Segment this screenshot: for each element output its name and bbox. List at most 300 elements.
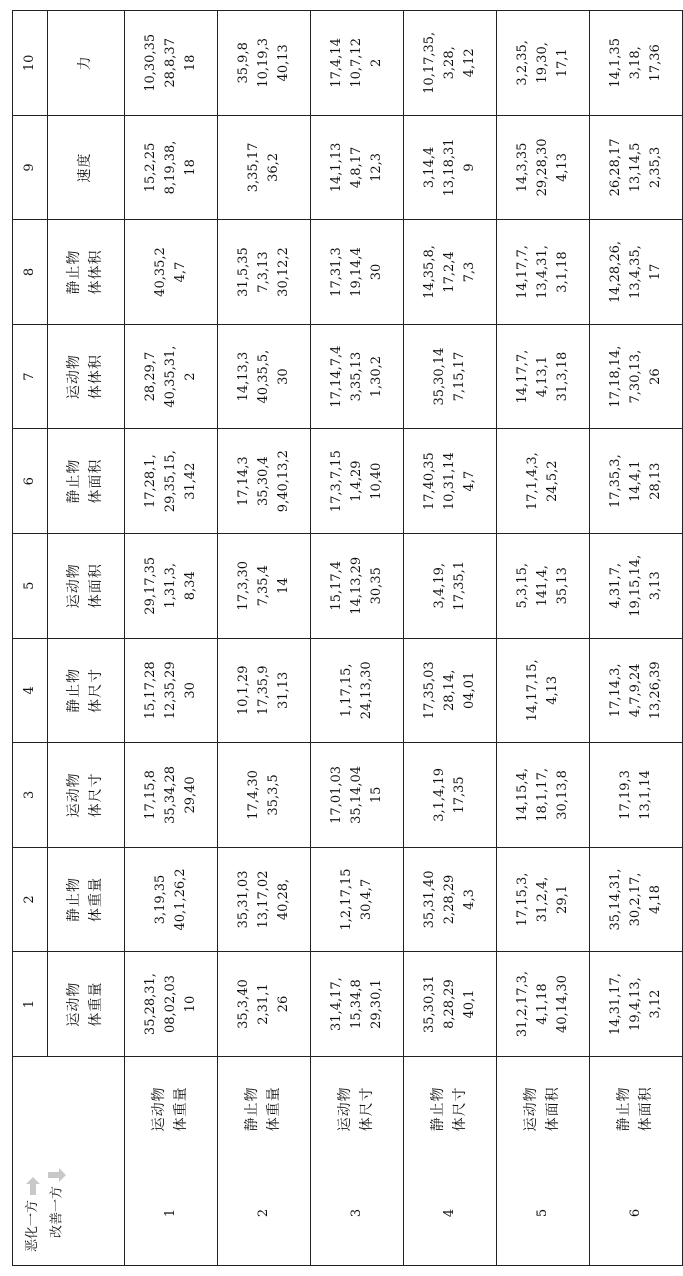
matrix-cell (125, 115, 218, 220)
worsening-label-row (23, 1176, 43, 1252)
principle-numbers: 35,28,31, (142, 973, 158, 1036)
matrix-cell (404, 324, 497, 429)
principle-numbers: 31,2,17,3, (514, 970, 530, 1038)
principle-numbers: 4,8,17 (348, 146, 364, 189)
matrix-cell (590, 638, 683, 743)
matrix-cell (404, 533, 497, 638)
matrix-cell (404, 11, 497, 116)
principle-numbers: 29,35,15, (162, 450, 178, 513)
column-name-line: 运动物 (66, 563, 83, 609)
matrix-cell (590, 11, 683, 116)
principle-numbers: 7,3 (462, 261, 478, 283)
principle-numbers: 7,30,13, (627, 349, 643, 404)
principle-numbers: 28,13 (648, 462, 664, 500)
principle-numbers: 17,4,30 (245, 770, 261, 820)
principle-numbers: 35,14,31, (607, 868, 623, 931)
principle-numbers: 2,31,1 (255, 983, 271, 1025)
principle-numbers: 7,35,4 (255, 565, 271, 607)
principle-numbers: 17,2,4 (441, 251, 457, 293)
matrix-cell (125, 743, 218, 848)
principle-numbers: 14,3,35 (514, 142, 530, 193)
principle-numbers: 35,30,4 (255, 456, 271, 506)
principle-numbers: 10,19,3 (255, 38, 271, 88)
matrix-cell (125, 533, 218, 638)
principle-numbers: 40,1,26,2 (173, 868, 188, 931)
column-name-line: 体尺寸 (88, 667, 104, 713)
principle-numbers: 29,40 (183, 776, 199, 814)
matrix-cell (218, 847, 311, 952)
column-name-line: 运动物 (66, 354, 83, 400)
principle-numbers: 3,2,35, (514, 40, 530, 86)
principle-numbers: 29,1 (555, 885, 571, 914)
principle-numbers: 31,5,35 (235, 247, 251, 297)
principle-numbers: 31,3,18 (555, 351, 571, 402)
principle-numbers: 40,1 (462, 989, 478, 1019)
principle-numbers: 30 (183, 682, 199, 699)
matrix-cell (125, 847, 218, 952)
principle-numbers: 30,13,8 (555, 770, 571, 820)
principle-numbers: 4,3 (462, 889, 478, 910)
column-number: 4 (13, 638, 48, 743)
matrix-row (404, 11, 497, 1266)
arrow-right-icon (26, 1176, 40, 1196)
principle-numbers: 19,4,13, (627, 977, 643, 1031)
row-name-line: 静止物 (244, 1086, 261, 1132)
matrix-cell (311, 638, 404, 743)
principle-numbers: 4,18 (648, 885, 664, 914)
principle-numbers: 4,7,9,24 (627, 663, 643, 718)
row-name-line: 静止物 (430, 1086, 447, 1132)
principle-numbers: 9 (462, 163, 478, 172)
principle-numbers: 40,35,2 (152, 247, 168, 297)
principle-numbers: 10,7,12 (348, 38, 364, 88)
matrix-cell (497, 847, 590, 952)
matrix-cell (311, 11, 404, 116)
principle-numbers: 35,14,04 (348, 765, 364, 824)
matrix-cell (590, 847, 683, 952)
matrix-cell (497, 11, 590, 116)
matrix-cell (590, 533, 683, 638)
principle-numbers: 3,35,13 (348, 351, 364, 402)
principle-numbers: 17,1,4,3, (524, 452, 540, 511)
matrix-cell (590, 429, 683, 534)
header-number-row (13, 11, 48, 1266)
principle-numbers: 17,15,3, (514, 872, 530, 927)
matrix-cell (497, 952, 590, 1057)
principle-numbers: 17,35,1 (452, 560, 467, 611)
column-name (48, 847, 125, 952)
principle-numbers: 17,1 (555, 48, 571, 78)
principle-numbers: 14,28,26, (607, 241, 623, 304)
principle-numbers: 26 (648, 368, 664, 385)
column-name-line: 体体积 (88, 354, 104, 400)
principle-numbers: 7,15,17 (452, 351, 467, 402)
principle-numbers: 26,28,17 (607, 138, 623, 197)
principle-numbers: 15,34,8 (348, 979, 364, 1029)
matrix-cell (311, 952, 404, 1057)
matrix-row (497, 11, 590, 1266)
principle-numbers: 12,35,29 (162, 661, 178, 720)
principle-numbers: 17,31,3 (328, 247, 344, 297)
principle-numbers: 28,14, (441, 669, 457, 711)
principle-numbers: 30,2,17, (627, 872, 643, 927)
matrix-cell (590, 952, 683, 1057)
matrix-cell (218, 11, 311, 116)
principle-numbers: 1,17,15, (338, 663, 354, 718)
row-number: 5 (497, 1161, 590, 1266)
row-name-line: 运动物 (151, 1086, 168, 1132)
principle-numbers: 10,17,35, (421, 31, 437, 94)
principle-numbers: 4,13 (545, 675, 560, 705)
matrix-cell (590, 743, 683, 848)
matrix-row (218, 11, 311, 1266)
principle-numbers: 17,35,3, (607, 454, 623, 509)
matrix-cell (497, 324, 590, 429)
principle-numbers: 29,17,35 (142, 556, 158, 615)
principle-numbers: 17,35,9 (255, 665, 271, 716)
principle-numbers: 17,18,14, (607, 345, 623, 408)
matrix-row (311, 11, 404, 1266)
principle-numbers: 31,2,4, (534, 876, 550, 923)
principle-numbers: 1,31,3, (162, 563, 178, 609)
row-name-line: 体面积 (638, 1086, 654, 1132)
principle-numbers: 36,2 (266, 152, 281, 182)
principle-numbers: 35,3,5 (266, 774, 281, 816)
principle-numbers: 35,31,03 (235, 870, 251, 929)
principle-numbers: 15,17,28 (142, 661, 158, 720)
principle-numbers: 08,02,03 (162, 975, 178, 1033)
row-name (404, 1056, 497, 1161)
principle-numbers: 17,40,35 (421, 452, 437, 511)
row-name-line: 静止物 (616, 1086, 633, 1132)
matrix-cell (218, 324, 311, 429)
row-name-line: 体尺寸 (359, 1086, 375, 1132)
principle-numbers: 31,13 (276, 671, 292, 709)
matrix-cell (497, 115, 590, 220)
column-name (48, 11, 125, 116)
principle-numbers: 14,17,7, (514, 245, 530, 299)
column-number: 2 (13, 847, 48, 952)
principle-numbers: 30,35 (369, 567, 385, 605)
matrix-cell (125, 638, 218, 743)
matrix-cell (218, 533, 311, 638)
column-name-line: 速度 (77, 152, 94, 183)
principle-numbers: 17,14,3 (235, 456, 251, 506)
principle-numbers: 4,12 (462, 48, 478, 78)
column-name (48, 533, 125, 638)
matrix-row (125, 11, 218, 1266)
row-name-line: 运动物 (337, 1086, 354, 1132)
principle-numbers: 17,3,30 (235, 560, 251, 611)
column-number: 1 (13, 952, 48, 1057)
principle-numbers: 18 (183, 159, 199, 176)
principle-numbers: 14,15,4, (514, 768, 530, 822)
corner-box (15, 1060, 122, 1262)
row-number: 6 (590, 1161, 683, 1266)
column-number: 3 (13, 743, 48, 848)
improving-label-row (47, 1168, 68, 1238)
principle-numbers: 14,13,3 (235, 351, 251, 402)
principle-numbers: 40,13 (276, 44, 292, 82)
matrix-cell (218, 638, 311, 743)
matrix-cell (218, 220, 311, 325)
principle-numbers: 28,8,37 (162, 38, 178, 88)
column-name-line: 静止物 (66, 458, 83, 504)
column-name-line: 静止物 (66, 667, 83, 713)
column-name (48, 638, 125, 743)
row-name-line: 体重量 (173, 1086, 189, 1132)
matrix-cell (311, 533, 404, 638)
column-number: 7 (13, 324, 48, 429)
principle-numbers: 30 (276, 368, 292, 385)
matrix-cell (311, 220, 404, 325)
principle-numbers: 35,13 (555, 567, 571, 605)
principle-numbers: 28,29,7 (142, 351, 158, 402)
principle-numbers: 17 (648, 263, 664, 281)
principle-numbers: 4,13,1 (534, 355, 550, 398)
principle-numbers: 35,9,8 (235, 42, 251, 84)
principle-numbers: 4,7 (173, 261, 188, 283)
principle-numbers: 17,35,03 (421, 661, 437, 720)
matrix-cell (404, 220, 497, 325)
matrix-cell (125, 324, 218, 429)
matrix-cell (125, 220, 218, 325)
row-name (590, 1056, 683, 1161)
matrix-cell (218, 115, 311, 220)
column-name-line: 体面积 (88, 563, 104, 609)
principle-numbers: 13,1,14 (638, 770, 653, 820)
principle-numbers: 14,4,1 (627, 460, 643, 502)
matrix-cell (497, 638, 590, 743)
principle-numbers: 30,4,7 (359, 878, 374, 921)
principle-numbers: 17,14,7,4 (328, 345, 344, 408)
principle-numbers: 14,1,35 (607, 38, 623, 88)
matrix-cell (404, 743, 497, 848)
matrix-cell (497, 429, 590, 534)
matrix-cell (404, 952, 497, 1057)
principle-numbers: 10,31,14 (441, 452, 457, 511)
principle-numbers: 13,18,31 (441, 138, 457, 197)
matrix-cell (218, 429, 311, 534)
principle-numbers: 40,14,30 (555, 975, 571, 1033)
column-name-line: 体重量 (88, 876, 104, 922)
principle-numbers: 2 (369, 58, 385, 67)
principle-numbers: 30,12,2 (276, 247, 292, 297)
matrix-cell (125, 11, 218, 116)
principle-numbers: 3,19,35 (152, 874, 168, 925)
principle-numbers: 17,35 (452, 776, 467, 814)
column-name-line: 体面积 (88, 458, 104, 504)
matrix-cell (404, 847, 497, 952)
principle-numbers: 19,15,14, (627, 554, 643, 617)
row-name (218, 1056, 311, 1161)
principle-numbers: 9,40,13,2 (276, 450, 292, 513)
principle-numbers: 26 (276, 995, 292, 1013)
principle-numbers: 31,4,17, (328, 977, 344, 1031)
principle-numbers: 10,30,35 (142, 33, 158, 92)
principle-numbers: 3,28, (441, 46, 457, 80)
principle-numbers: 1,2,17,15 (338, 868, 354, 931)
principle-numbers: 5,3,15, (514, 563, 530, 609)
row-name (125, 1056, 218, 1161)
column-name-line: 运动物 (66, 981, 83, 1027)
improving-label: 改善一方 (49, 1185, 65, 1238)
column-name-line: 体体积 (88, 249, 104, 295)
matrix-cell (590, 220, 683, 325)
principle-numbers: 04,01 (462, 671, 478, 709)
row-number: 3 (311, 1161, 404, 1266)
principle-numbers: 14,1,13 (328, 142, 344, 193)
matrix-cell (311, 743, 404, 848)
principle-numbers: 17,36 (648, 44, 664, 82)
principle-numbers: 3,1,4,19 (431, 768, 447, 822)
column-name (48, 220, 125, 325)
matrix-cell (218, 743, 311, 848)
principle-numbers: 31,42 (183, 462, 199, 500)
matrix-row (590, 11, 683, 1266)
principle-numbers: 4,31,7, (607, 563, 623, 609)
matrix-cell (311, 847, 404, 952)
column-number: 5 (13, 533, 48, 638)
principle-numbers: 4,13 (555, 152, 571, 182)
principle-numbers: 2,28,29 (441, 874, 457, 925)
matrix-cell (311, 429, 404, 534)
column-name-line: 力 (77, 55, 94, 71)
principle-numbers: 3,13 (648, 571, 664, 601)
principle-numbers: 13,4,35, (627, 245, 643, 299)
matrix-cell (497, 220, 590, 325)
principle-numbers: 35,30,14 (431, 347, 447, 406)
principle-numbers: 15 (369, 786, 385, 804)
principle-numbers: 4,7 (462, 470, 478, 492)
principle-numbers: 2,35,3 (648, 146, 664, 189)
principle-numbers: 40,28, (276, 878, 292, 921)
matrix-cell (218, 952, 311, 1057)
column-number: 9 (13, 115, 48, 220)
column-name-line: 静止物 (66, 876, 83, 922)
principle-numbers: 3,35,17 (245, 142, 261, 193)
row-name-line: 运动物 (523, 1086, 540, 1132)
principle-numbers: 3,18, (627, 46, 643, 80)
principle-numbers: 1,30,2 (369, 355, 385, 398)
column-name (48, 324, 125, 429)
arrow-down-icon (47, 1168, 67, 1182)
row-number: 4 (404, 1161, 497, 1266)
principle-numbers: 13,14,5 (627, 142, 643, 193)
principle-numbers: 35,34,28 (162, 765, 178, 824)
matrix-cell (497, 533, 590, 638)
corner-header (13, 1056, 125, 1265)
principle-numbers: 24,5,2 (545, 460, 560, 502)
matrix-cell (404, 638, 497, 743)
principle-numbers: 4,1,18 (534, 983, 550, 1025)
row-name (497, 1056, 590, 1161)
principle-numbers: 14,31,17, (607, 973, 623, 1036)
principle-numbers: 17,19,3 (617, 770, 633, 820)
principle-numbers: 14,35,8, (421, 245, 437, 299)
principle-numbers: 2 (183, 372, 199, 381)
contradiction-matrix (12, 10, 683, 1266)
principle-numbers: 13,26,39 (648, 661, 664, 720)
column-number: 10 (13, 11, 48, 116)
principle-numbers: 29,30,1 (369, 979, 385, 1029)
principle-numbers: 40,35,5, (255, 349, 271, 404)
principle-numbers: 8,28,29 (441, 979, 457, 1029)
principle-numbers: 17,3,7,15 (328, 450, 344, 513)
principle-numbers: 10,40 (369, 462, 385, 500)
matrix-cell (590, 324, 683, 429)
matrix-cell (404, 115, 497, 220)
column-number: 6 (13, 429, 48, 534)
principle-numbers: 141,4, (534, 565, 550, 607)
worsening-label: 恶化一方 (25, 1199, 40, 1252)
column-number: 8 (13, 220, 48, 325)
principle-numbers: 35,3,40 (235, 979, 251, 1029)
principle-numbers: 14 (276, 577, 292, 595)
principle-numbers: 17,15,8 (142, 770, 158, 820)
principle-numbers: 12,3 (369, 152, 385, 182)
column-name-line: 体重量 (88, 981, 104, 1027)
column-name (48, 743, 125, 848)
matrix-cell (311, 324, 404, 429)
principle-numbers: 3,1,18 (555, 251, 571, 293)
column-name (48, 952, 125, 1057)
column-name-line: 体尺寸 (88, 772, 104, 818)
column-name (48, 115, 125, 220)
principle-numbers: 10,1,29 (235, 665, 251, 716)
principle-numbers: 15,2,25 (142, 142, 158, 193)
principle-numbers: 29,28,30 (534, 138, 550, 197)
matrix-cell (125, 429, 218, 534)
principle-numbers: 1,4,29 (348, 460, 364, 502)
matrix-cell (311, 115, 404, 220)
row-name-line: 体重量 (266, 1086, 282, 1132)
principle-numbers: 8,19,38, (162, 140, 178, 195)
principle-numbers: 18,1,17, (534, 768, 550, 822)
principle-numbers: 24,13,30 (359, 661, 374, 720)
principle-numbers: 3,14,4 (421, 146, 437, 189)
principle-numbers: 17,14,3, (607, 663, 623, 718)
principle-numbers: 35,31,40 (421, 870, 437, 929)
row-number: 1 (125, 1161, 218, 1266)
principle-numbers: 14,17,7, (514, 349, 530, 404)
column-name-line: 运动物 (66, 772, 83, 818)
matrix-cell (497, 743, 590, 848)
principle-numbers: 17,01,03 (328, 765, 344, 824)
principle-numbers: 13,4,31, (534, 245, 550, 299)
column-name (48, 429, 125, 534)
principle-numbers: 17,4,14 (328, 38, 344, 88)
principle-numbers: 3,4,19, (431, 563, 447, 609)
principle-numbers: 19,30, (534, 42, 550, 84)
column-name-line: 静止物 (66, 249, 83, 295)
row-name-line: 体面积 (545, 1086, 561, 1132)
principle-numbers: 10 (183, 995, 199, 1013)
principle-numbers: 15,17,4 (328, 560, 344, 611)
principle-numbers: 40,35,31, (162, 345, 178, 408)
principle-numbers: 18 (183, 54, 199, 72)
row-name (311, 1056, 404, 1161)
principle-numbers: 19,14,4 (348, 247, 364, 297)
matrix-cell (404, 429, 497, 534)
principle-numbers: 14,13,29 (348, 556, 364, 615)
principle-numbers: 8,34 (183, 571, 199, 601)
row-name-line: 体尺寸 (452, 1086, 468, 1132)
row-number: 2 (218, 1161, 311, 1266)
principle-numbers: 13,17,02 (255, 870, 271, 929)
principle-numbers: 35,30,31 (421, 975, 437, 1033)
matrix-cell (125, 952, 218, 1057)
